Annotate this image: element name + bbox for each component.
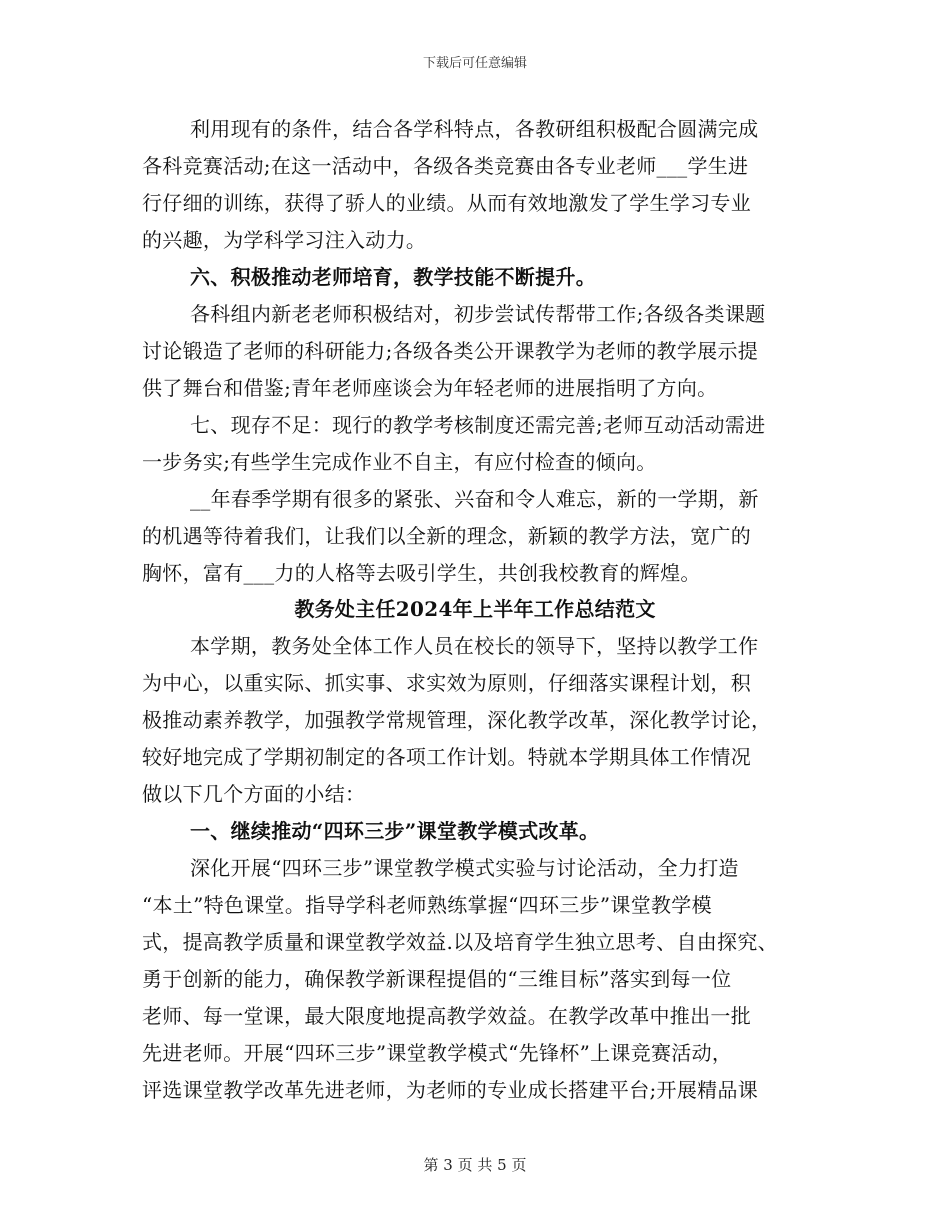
paragraph-line: 行仔细的训练，获得了骄人的业绩。从而有效地激发了学生学习专业	[142, 191, 751, 215]
section-heading: 一、继续推动“四环三步”课堂教学模式改革。	[190, 819, 600, 843]
paragraph-line: 极推动素养教学，加强教学常规管理，深化教学改革，深化教学讨论，	[142, 708, 772, 732]
section-heading: 六、积极推动老师培育，教学技能不断提升。	[190, 265, 596, 289]
paragraph-line: 评选课堂教学改革先进老师，为老师的专业成长搭建平台;开展精品课	[142, 1078, 759, 1102]
paragraph-line: 式，提高教学质量和课堂教学效益.以及培育学生独立思考、自由探究、	[142, 930, 778, 954]
paragraph-line: 胸怀，富有___力的人格等去吸引学生，共创我校教育的辉煌。	[142, 561, 701, 585]
paragraph-line: 先进老师。开展“四环三步”课堂教学模式“先锋杯”上课竞赛活动，	[142, 1041, 733, 1065]
paragraph-line: 为中心，以重实际、抓实事、求实效为原则，仔细落实课程计划，积	[142, 671, 751, 695]
paragraph-line: 老师、每一堂课，最大限度地提高教学效益。在教学改革中推出一批	[142, 1004, 751, 1028]
paragraph-line: “本土”特色课堂。指导学科老师熟练掌握“四环三步”课堂教学模	[142, 893, 712, 917]
paragraph-line: 深化开展“四环三步”课堂教学模式实验与讨论活动，全力打造	[190, 856, 739, 880]
paragraph-line: 讨论锻造了老师的科研能力;各级各类公开课教学为老师的教学展示提	[142, 339, 759, 363]
paragraph-line: 供了舞台和借鉴;青年老师座谈会为年轻老师的进展指明了方向。	[142, 376, 718, 400]
paragraph-line: 做以下几个方面的小结：	[142, 782, 366, 806]
paragraph-line: 较好地完成了学期初制定的各项工作计划。特就本学期具体工作情况	[142, 745, 751, 769]
document-title: 教务处主任2024年上半年工作总结范文	[294, 597, 656, 621]
paragraph-line: 各科组内新老老师积极结对，初步尝试传帮带工作;各级各类课题	[190, 302, 766, 326]
paragraph-line: 本学期，教务处全体工作人员在校长的领导下，坚持以教学工作	[190, 634, 759, 658]
paragraph-line: 七、现存不足：现行的教学考核制度还需完善;老师互动活动需进	[190, 413, 766, 437]
paragraph-line: 各科竞赛活动;在这一活动中，各级各类竞赛由各专业老师___学生进	[142, 154, 749, 178]
page-number: 第 3 页 共 5 页	[423, 1156, 527, 1174]
paragraph-line: 利用现有的条件，结合各学科特点，各教研组积极配合圆满完成	[190, 117, 759, 141]
paragraph-line: 的兴趣，为学科学习注入动力。	[142, 228, 427, 252]
page-header-note: 下载后可任意编辑	[422, 56, 527, 71]
paragraph-line: 一步务实;有些学生完成作业不自主，有应付检查的倾向。	[142, 450, 657, 474]
paragraph-line: __年春季学期有很多的紧张、兴奋和令人难忘，新的一学期，新	[190, 487, 759, 511]
paragraph-line: 的机遇等待着我们，让我们以全新的理念，新颖的教学方法，宽广的	[142, 524, 751, 548]
paragraph-line: 勇于创新的能力，确保教学新课程提倡的“三维目标”落实到每一位	[142, 967, 732, 991]
